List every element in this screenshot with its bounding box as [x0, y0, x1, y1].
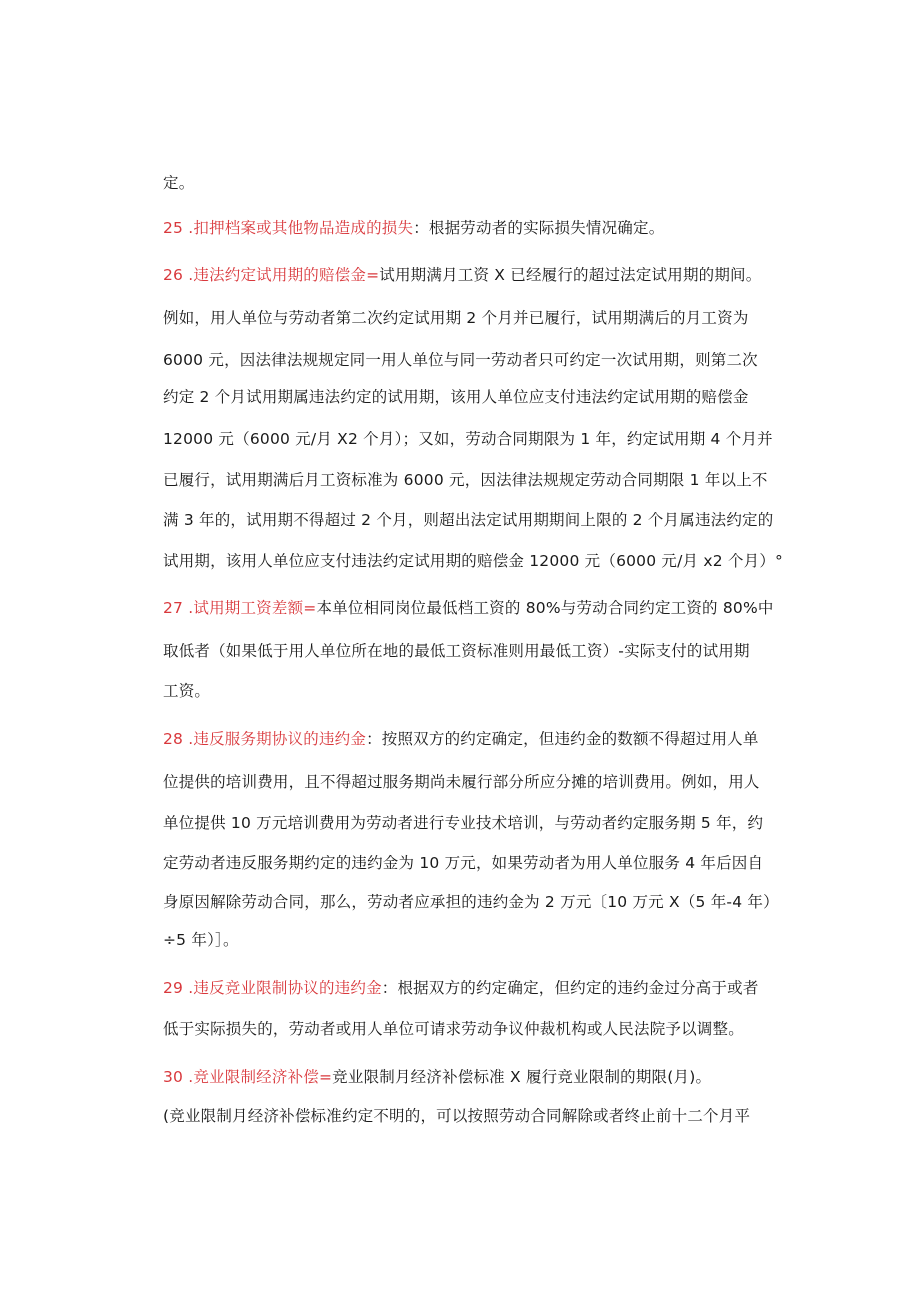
line-text: 低于实际损失的，劳动者或用人单位可请求劳动争议仲裁机构或人民法院予以调整。 — [163, 1020, 744, 1038]
text-line — [163, 771, 763, 793]
item-25-term: 25 .扣押档案或其他物品造成的损失 — [163, 219, 414, 237]
item-30-text: 竞业限制月经济补偿标准 X 履行竞业限制的期限(月)。 — [332, 1068, 712, 1086]
line-text: 已履行，试用期满后月工资标准为 6000 元，因法律法规规定劳动合同期限 1 年以上不 — [163, 471, 768, 489]
line-text: 例如，用人单位与劳动者第二次约定试用期 2 个月并已履行，试用期满后的月工资为 — [163, 309, 749, 327]
item-26 — [163, 264, 763, 286]
text-line — [163, 172, 763, 194]
line-text: 6000 元，因法律法规规定同一用人单位与同一劳动者只可约定一次试用期，则第二次 — [163, 351, 758, 369]
text-line — [163, 891, 779, 913]
line-text: 取低者（如果低于用人单位所在地的最低工资标准则用最低工资）-实际支付的试用期 — [163, 642, 750, 660]
text-line — [163, 307, 763, 329]
item-28-term: 28 .违反服务期协议的违约金 — [163, 730, 367, 748]
text-line — [163, 509, 774, 531]
text-line — [163, 929, 763, 951]
text-line — [163, 1105, 763, 1127]
item-25 — [163, 217, 763, 239]
line-text: 试用期，该用人单位应支付违法约定试用期的赔偿金 12000 元（6000 元/月 x2 个月）° — [163, 552, 783, 570]
line-text: 12000 元（6000 元/月 X2 个月）；又如，劳动合同期限为 1 年，约定试用期 4 个月并 — [163, 430, 773, 448]
text-line — [163, 349, 763, 371]
item-27-term: 27 .试用期工资差额= — [163, 599, 317, 617]
item-29 — [163, 977, 763, 999]
text-line — [163, 640, 763, 662]
line-text: 身原因解除劳动合同，那么，劳动者应承担的违约金为 2 万元〔10 万元 X（5 年-4 年） — [163, 893, 779, 911]
line-text: 满 3 年的，试用期不得超过 2 个月，则超出法定试用期期间上限的 2 个月属违法约定的 — [163, 511, 774, 529]
text-line — [163, 680, 763, 702]
text-line — [163, 428, 773, 450]
line-text: 工资。 — [163, 682, 211, 700]
item-29-term: 29 .违反竞业限制协议的违约金 — [163, 979, 382, 997]
item-26-term: 26 .违法约定试用期的赔偿金= — [163, 266, 380, 284]
text-line — [163, 852, 763, 874]
item-28 — [163, 728, 763, 750]
line-text: 单位提供 10 万元培训费用为劳动者进行专业技术培训，与劳动者约定服务期 5 年，约 — [163, 814, 764, 832]
line-text: 定。 — [163, 174, 195, 192]
text-line — [163, 469, 768, 491]
item-30 — [163, 1066, 763, 1088]
line-text: (竞业限制月经济补偿标准约定不明的，可以按照劳动合同解除或者终止前十二个月平 — [163, 1107, 751, 1125]
item-27-text: 本单位相同岗位最低档工资的 80%与劳动合同约定工资的 80%中 — [316, 599, 774, 617]
line-text: 位提供的培训费用，且不得超过服务期尚未履行部分所应分摊的培训费用。例如，用人 — [163, 773, 760, 791]
item-27 — [163, 597, 774, 619]
line-text: 约定 2 个月试用期属违法约定的试用期，该用人单位应支付违法约定试用期的赔偿金 — [163, 388, 749, 406]
line-text: 定劳动者违反服务期约定的违约金为 10 万元，如果劳动者为用人单位服务 4 年后因自 — [163, 854, 764, 872]
text-line — [163, 812, 763, 834]
text-line — [163, 550, 783, 572]
text-line — [163, 386, 763, 408]
item-28-text: ：按照双方的约定确定，但违约金的数额不得超过用人单 — [366, 730, 759, 748]
line-text: ÷5 年）］。 — [163, 931, 239, 949]
item-26-text: 试用期满月工资 X 已经履行的超过法定试用期的期间。 — [379, 266, 762, 284]
item-29-text: ：根据双方的约定确定，但约定的违约金过分高于或者 — [381, 979, 759, 997]
text-line — [163, 1018, 763, 1040]
item-30-term: 30 .竞业限制经济补偿= — [163, 1068, 333, 1086]
item-25-text: ：根据劳动者的实际损失情况确定。 — [413, 219, 665, 237]
